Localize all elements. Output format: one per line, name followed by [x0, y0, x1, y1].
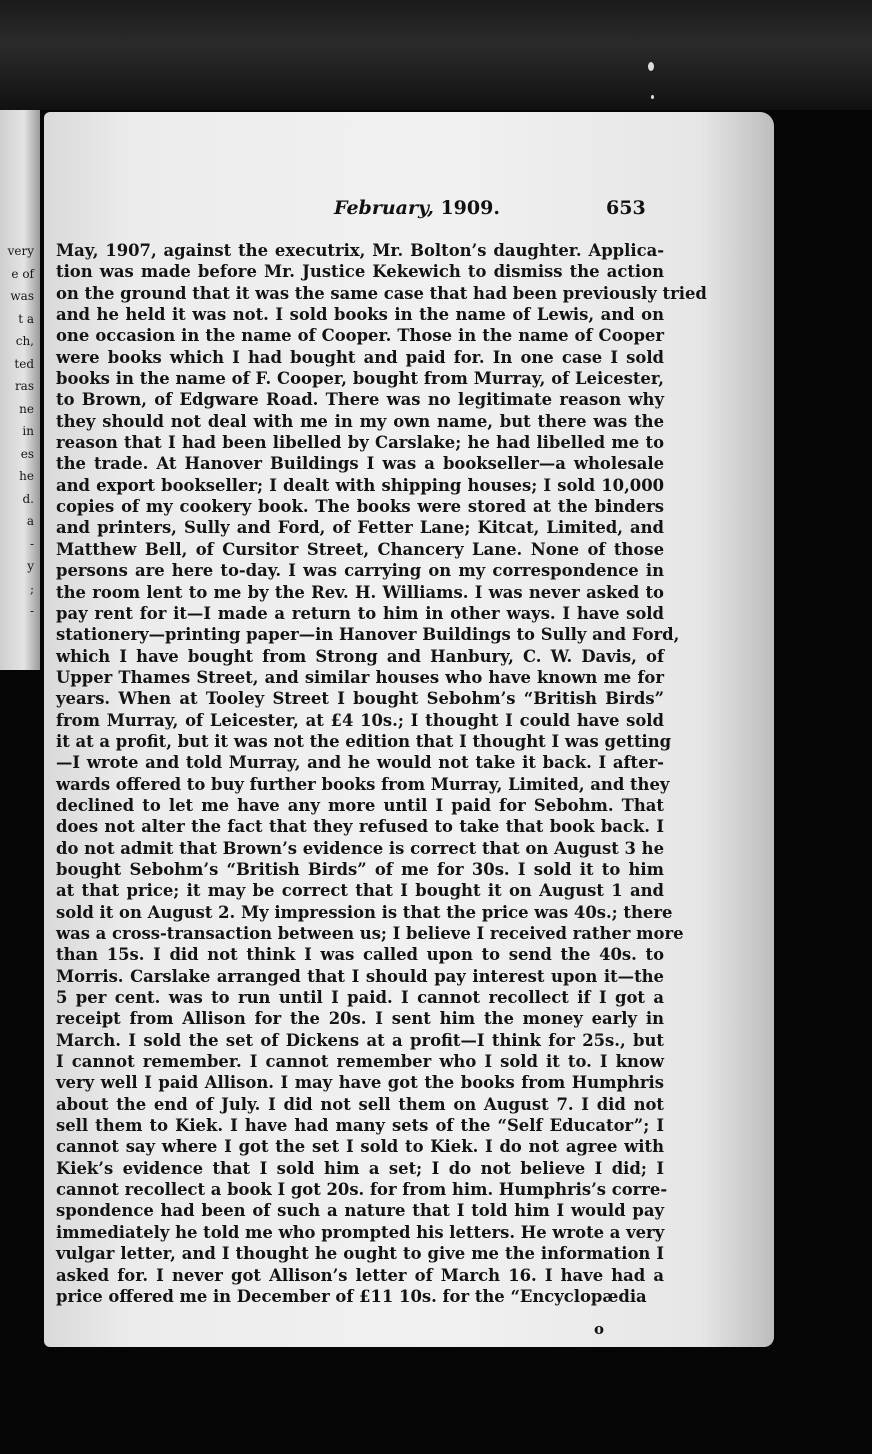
text-line: persons are here to-day. I was carrying on my correspondence in [56, 561, 664, 581]
running-head [44, 197, 774, 227]
facing-page-fragment: in [22, 424, 34, 438]
text-line: from Murray, of Leicester, at £4 10s.; I thought I could have sold [56, 710, 664, 730]
text-line: was a cross-transaction between us; I believe I received rather more [56, 924, 684, 943]
facing-page-fragment: was [10, 289, 34, 303]
page-number: 653 [606, 197, 646, 219]
text-line: wards offered to buy further books from Murray, Limited, and they [56, 774, 670, 794]
text-line: were books which I had bought and paid for. In one case I sold [56, 347, 664, 367]
text-line: tion was made before Mr. Justice Kekewich to dismiss the action [56, 262, 664, 282]
facing-page-fragment: ted [14, 356, 34, 371]
facing-page-edge [0, 110, 40, 670]
text-line: declined to let me have any more until I paid for Sebohm. That [56, 795, 664, 815]
text-line: vulgar letter, and I thought he ought to give me the information I [56, 1244, 664, 1264]
text-line: does not alter the fact that they refused to take that book back. I [56, 817, 664, 837]
running-head-date [334, 197, 500, 219]
text-line: sold it on August 2. My impression is that the price was 40s.; there [56, 902, 673, 922]
facing-page-fragment: t a [18, 311, 34, 326]
text-line: I cannot remember. I cannot remember who I sold it to. I know [56, 1052, 664, 1072]
text-line: it at a profit, but it was not the edition that I thought I was getting [56, 731, 672, 751]
facing-page-fragment: he [19, 469, 34, 483]
facing-page-fragment: a [26, 514, 34, 528]
text-line: Matthew Bell, of Cursitor Street, Chancery Lane. None of those [56, 539, 664, 559]
text-line: which I have bought from Strong and Hanbury, C. W. Davis, of [56, 646, 664, 666]
facing-page-fragment: ras [14, 379, 34, 393]
text-line: Upper Thames Street, and similar houses who have known me for [56, 667, 664, 687]
body-text [56, 240, 707, 1307]
facing-page-fragment: es [20, 446, 34, 461]
text-line: at that price; it may be correct that I bought it on August 1 and [56, 881, 664, 901]
facing-page-fragment: d. [22, 491, 34, 506]
facing-page-fragment: very [7, 244, 34, 258]
text-line: the room lent to me by the Rev. H. Williams. I was never asked to [56, 582, 664, 602]
text-line: asked for. I never got Allison’s letter of March 16. I have had a [56, 1265, 664, 1285]
text-line: than 15s. I did not think I was called upon to send the 40s. to [56, 945, 664, 965]
facing-page-fragment: - [29, 604, 34, 618]
running-head-year: 1909. [440, 197, 500, 219]
text-line: March. I sold the set of Dickens at a profit—I think for 25s., but [56, 1030, 664, 1050]
text-line: reason that I had been libelled by Carslake; he had libelled me to [56, 433, 664, 453]
facing-page-fragment: ne [19, 401, 34, 416]
text-line: cannot say where I got the set I sold to Kiek. I do not agree with [56, 1137, 664, 1157]
signature-mark: o [594, 1320, 605, 1338]
text-line: 5 per cent. was to run until I paid. I cannot recollect if I got a [56, 988, 664, 1008]
text-line: spondence had been of such a nature that I told him I would pay [56, 1201, 664, 1221]
text-line: receipt from Allison for the 20s. I sent him the money early in [56, 1009, 664, 1029]
book-page [44, 112, 774, 1347]
text-line: copies of my cookery book. The books were stored at the binders [56, 497, 664, 517]
text-line: years. When at Tooley Street I bought Sebohm’s “British Birds” [56, 689, 664, 709]
text-line: pay rent for it—I made a return to him in other ways. I have sold [56, 603, 664, 623]
text-line: stationery—printing paper—in Hanover Buildings to Sully and Ford, [56, 625, 680, 645]
text-line: and export bookseller; I dealt with shipping houses; I sold 10,000 [56, 475, 664, 495]
facing-page-fragments [0, 110, 40, 623]
facing-page-fragment: - [29, 536, 34, 551]
text-line: cannot recollect a book I got 20s. for from him. Humphris’s corre- [56, 1180, 668, 1200]
facing-page-fragment: ch, [15, 334, 34, 348]
facing-page-fragment: e of [11, 266, 34, 281]
scan-border-top [0, 0, 872, 110]
text-line: bought Sebohm’s “British Birds” of me for 30s. I sold it to him [56, 859, 664, 879]
text-line: price offered me in December of £11 10s. for the “Encyclopædia [56, 1286, 647, 1306]
text-line: to Brown, of Edgware Road. There was no legitimate reason why [56, 390, 664, 410]
text-line: one occasion in the name of Cooper. Those in the name of Cooper [56, 326, 664, 346]
facing-page-fragment: ; [29, 581, 34, 596]
running-head-month: February, [334, 197, 434, 219]
text-line: do not admit that Brown’s evidence is correct that on August 3 he [56, 838, 664, 858]
text-line: —I wrote and told Murray, and he would not take it back. I after- [56, 753, 664, 773]
text-line: very well I paid Allison. I may have got the books from Humphris [56, 1073, 664, 1093]
text-line: books in the name of F. Cooper, bought from Murray, of Leicester, [56, 369, 664, 389]
text-line: and he held it was not. I sold books in the name of Lewis, and on [56, 305, 664, 325]
scan-speck [651, 95, 654, 99]
text-line: they should not deal with me in my own name, but there was the [56, 411, 664, 431]
text-line: and printers, Sully and Ford, of Fetter Lane; Kitcat, Limited, and [56, 518, 664, 538]
text-line: sell them to Kiek. I have had many sets of the “Self Educator”; I [56, 1116, 664, 1136]
scan-speck [648, 62, 654, 71]
text-line: on the ground that it was the same case that had been previously tried [56, 283, 707, 303]
text-line: May, 1907, against the executrix, Mr. Bolton’s daughter. Applica- [56, 241, 664, 260]
facing-page-fragment: y [27, 559, 34, 573]
text-line: the trade. At Hanover Buildings I was a bookseller—a wholesale [56, 454, 664, 474]
text-line: about the end of July. I did not sell them on August 7. I did not [56, 1094, 664, 1114]
text-line: Morris. Carslake arranged that I should pay interest upon it—the [56, 966, 664, 986]
text-line: immediately he told me who prompted his letters. He wrote a very [56, 1222, 665, 1242]
text-line: Kiek’s evidence that I sold him a set; I do not believe I did; I [56, 1158, 664, 1178]
